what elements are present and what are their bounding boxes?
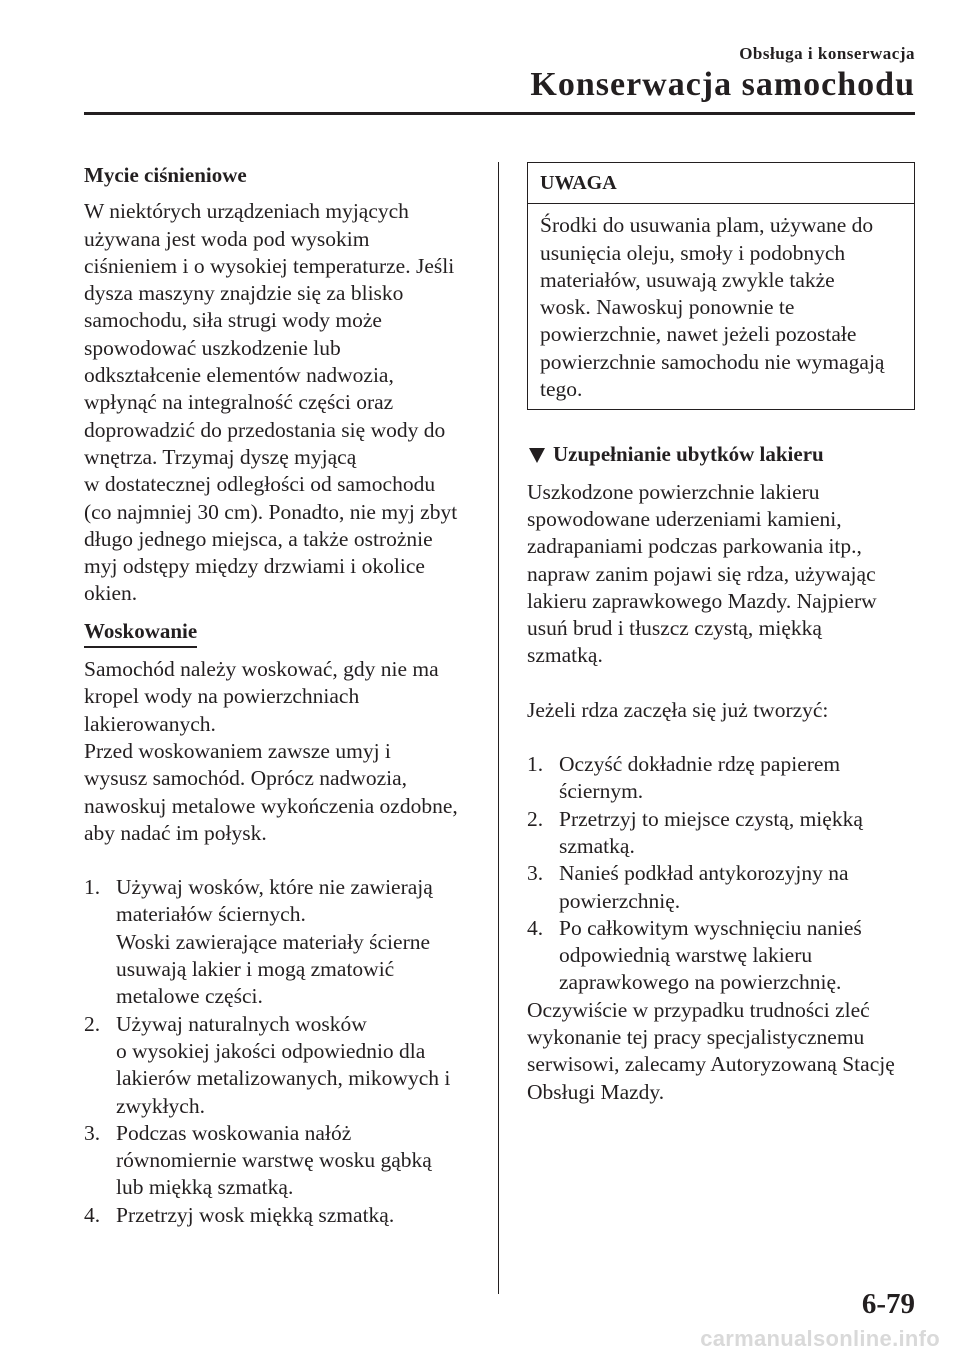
text-line: Oczyść dokładnie rdzę papierem (559, 752, 841, 777)
text-line: powierzchnię. (559, 888, 681, 913)
text-line: kropel wody na powierzchniach (84, 684, 360, 709)
notice-text (528, 204, 914, 409)
waxing-steps-list (84, 874, 484, 1229)
text-line: Używaj naturalnych wosków (116, 1011, 367, 1036)
text-line: usunięcia oleju, smoły i podobnych (540, 240, 846, 265)
text-line: Przed woskowaniem zawsze umyj i (84, 738, 391, 763)
text-line: powierzchnie samochodu nie wymagają (540, 349, 885, 374)
closing-text (527, 997, 917, 1106)
text-line: o wysokiej jakości odpowiednio dla (116, 1038, 426, 1063)
touchup-heading (527, 441, 917, 468)
list-item (84, 1011, 484, 1120)
list-item (527, 751, 917, 806)
text-line: powierzchnie, nawet jeżeli pozostałe (540, 322, 857, 347)
text-line: Samochód należy woskować, gdy nie ma (84, 657, 439, 682)
text-line: szmatką. (559, 833, 635, 858)
text-line: materiałów, usuwają zwykle także (540, 267, 835, 292)
text-line: samochodu, siła strugi wody może (84, 308, 382, 333)
text-line: napraw zanim pojawi się rdza, używając (527, 561, 876, 586)
text-line: zaprawkowego na powierzchnię. (559, 970, 842, 995)
notice-title: UWAGA (528, 163, 914, 204)
text-line: Woski zawierające materiały ścierne (116, 929, 431, 954)
text-line: aby nadać im połysk. (84, 820, 267, 845)
step-number: 3. (527, 861, 544, 886)
list-item (84, 874, 484, 1010)
text-line: okien. (84, 581, 138, 606)
list-item (84, 1120, 484, 1202)
text-line: wnętrza. Trzymaj dyszę myjącą (84, 444, 357, 469)
waxing-heading: Woskowanie (84, 618, 197, 648)
text-line: metalowe części. (116, 984, 263, 1009)
text-line: ściernym. (559, 779, 644, 804)
text-line: odkształcenie elementów nadwozia, (84, 363, 394, 388)
touchup-heading-label: Uzupełnianie ubytków lakieru (553, 442, 824, 467)
text-line: myj odstępy między drzwiami i okolice (84, 554, 425, 579)
text-line: ciśnieniem i o wysokiej temperaturze. Jeśli (84, 253, 455, 278)
text-line: równomiernie warstwę wosku gąbką (116, 1148, 432, 1173)
text-line: materiałów ściernych. (116, 902, 306, 927)
text-line: lub miękką szmatką. (116, 1175, 294, 1200)
text-line: Przetrzyj to miejsce czystą, miękką (559, 806, 863, 831)
text-line: spowodować uszkodzenie lub (84, 335, 341, 360)
waxing-text (84, 656, 484, 847)
text-line: w dostatecznej odległości od samochodu (84, 472, 436, 497)
text-line: wysusz samochód. Oprócz nadwozia, (84, 766, 408, 791)
header-rule (84, 112, 915, 115)
pressure-washing-heading: Mycie ciśnieniowe (84, 163, 247, 187)
text-line: lakieru zaprawkowego Mazdy. Najpierw (527, 588, 877, 613)
list-item (527, 915, 917, 997)
text-line: odpowiednią warstwę lakieru (559, 943, 813, 968)
watermark: carmanualsonline.info (700, 1326, 940, 1351)
text-line: nawoskuj metalowe wykończenia ozdobne, (84, 793, 458, 818)
step-number: 1. (84, 875, 101, 900)
text-line: W niektórych urządzeniach myjących (84, 199, 409, 224)
step-number: 3. (84, 1120, 101, 1145)
right-column (527, 162, 917, 1106)
text-line: Uszkodzone powierzchnie lakieru (527, 479, 820, 504)
text-line: usuwają lakier i mogą zmatowić (116, 957, 395, 982)
rust-steps-list (527, 751, 917, 997)
text-line: serwisowi, zalecamy Autoryzowaną Stację (527, 1052, 895, 1077)
text-line: Używaj wosków, które nie zawierają (116, 875, 433, 900)
text-line: szmatką. (527, 643, 603, 668)
pressure-washing-text (84, 198, 484, 607)
text-line: wpłynąć na integralność części oraz (84, 390, 394, 415)
page-number: 6-79 (861, 1288, 915, 1320)
rust-intro: Jeżeli rdza zaczęła się już tworzyć: (527, 697, 829, 722)
text-line: usuń brud i tłuszcz czystą, miękką (527, 616, 822, 641)
list-item (84, 1202, 484, 1229)
step-number: 4. (84, 1202, 101, 1227)
triangle-bullet-icon (529, 448, 545, 463)
text-line: Środki do usuwania plam, używane do (540, 213, 874, 238)
text-line: zadrapaniami podczas parkowania itp., (527, 534, 862, 559)
step-number: 2. (84, 1011, 101, 1036)
list-item (527, 806, 917, 861)
step-number: 4. (527, 915, 544, 940)
text-line: Podczas woskowania nałóż (116, 1120, 352, 1145)
text-line: Przetrzyj wosk miękką szmatką. (116, 1202, 395, 1227)
text-line: długo jednego miejsca, a także ostrożnie (84, 526, 433, 551)
text-line: dysza maszyny znajdzie się za blisko (84, 281, 404, 306)
column-divider (498, 162, 499, 1294)
header-section-label: Obsługa i konserwacja (739, 44, 915, 63)
text-line: tego. (540, 377, 583, 402)
header-title: Konserwacja samochodu (530, 66, 915, 103)
list-item (527, 860, 917, 915)
left-column (84, 162, 484, 1229)
text-line: Obsługi Mazdy. (527, 1079, 665, 1104)
touchup-text (527, 479, 917, 670)
text-line: używana jest woda pod wysokim (84, 226, 370, 251)
text-line: zwykłych. (116, 1093, 205, 1118)
notice-box (527, 162, 915, 410)
text-line: Oczywiście w przypadku trudności zleć (527, 997, 870, 1022)
text-line: spowodowane uderzeniami kamieni, (527, 506, 842, 531)
text-line: wosk. Nawoskuj ponownie te (540, 295, 795, 320)
text-line: Po całkowitym wyschnięciu nanieś (559, 915, 862, 940)
text-line: lakierowanych. (84, 711, 216, 736)
step-number: 1. (527, 752, 544, 777)
text-line: doprowadzić do przedostania się wody do (84, 417, 446, 442)
text-line: lakierów metalizowanych, mikowych i (116, 1066, 451, 1091)
text-line: Nanieś podkład antykorozyjny na (559, 861, 849, 886)
text-line: (co najmniej 30 cm). Ponadto, nie myj zbyt (84, 499, 458, 524)
step-number: 2. (527, 806, 544, 831)
text-line: wykonanie tej pracy specjalistycznemu (527, 1025, 865, 1050)
